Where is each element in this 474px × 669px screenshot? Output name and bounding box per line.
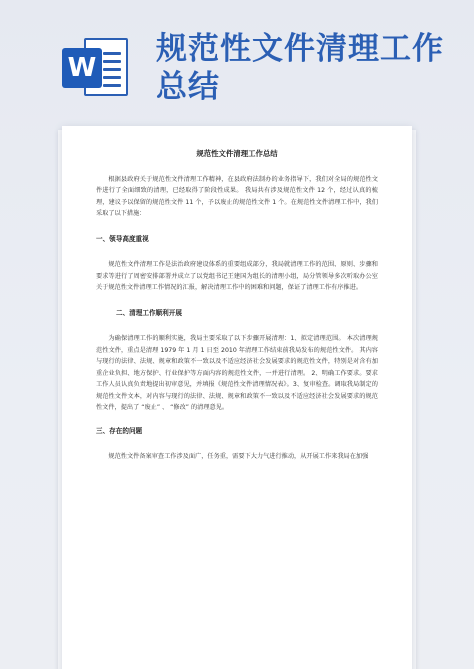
- word-document-icon: [62, 36, 128, 98]
- intro-paragraph: 根据县政府关于规范性文件清理工作精神，在县政府法制办的业务指导下，我们对全局的规范性文件进行了全面细致的清理，已经取得了阶段性成果。 我局共有涉及规范性文件 12 个，经过认真的梳理，建议予以保留的规范性文件 11 个，予以废止的规范性文件 1 个。在规范性文件清理工作中，我们采取了以下措施：: [96, 175, 378, 217]
- section3-paragraph: 规范性文件备案审查工作涉及面广，任务重，需要下大力气进行推动，从开展工作来我局在加强: [108, 453, 369, 460]
- banner-title: 规范性文件清理工作总结: [156, 31, 444, 105]
- document-page: [62, 126, 412, 669]
- section3-heading: 三、存在的问题: [96, 426, 143, 435]
- document-content: [96, 148, 378, 477]
- word-logo-badge: W: [62, 48, 102, 88]
- section2-paragraph: 为确保清理工作的顺利实施，我局主要采取了以下步骤开展清理：1、拟定清理范围。 本次清理规范性文件，重点是清理 1979 年 1 月 1 日至 2010 年清理工作结束前我局发布的规范性文件。 其内容与现行的法律、法规、规章和政策不一致以及不适应经济社会发展要求的规范性文件，特别是对含有加重企业负担、地方保护、行业保护等方面内容的规范性文件，一并进行清理。 2、明确工作要求。要求工作人员认真负责地提出初审意见，并填报《规范性文件清理情况表》。3、复审检查。调取我局制定的规范性文件文本，对内容与现行的法律、法规、规章和政策不一致以及不适应经济社会发展要求的规范性文件，提出了 “废止” 、 “修改” 的清理意见。: [96, 335, 378, 411]
- document-title: 规范性文件清理工作总结: [196, 149, 278, 158]
- section1-heading: 一、领导高度重视: [96, 234, 149, 243]
- section1-paragraph: 规范性文件清理工作是法治政府建设体系的重要组成部分，我局就清理工作的范围、原则、步骤和要求等进行了周密安排部署并成立了以党组书记王建国为组长的清理小组，局分管领导多次听取办公室关于规范性文件清理工作情况的汇报，解决清理工作中的困难和问题，保证了清理工作有序推进。: [96, 261, 378, 291]
- header: [0, 0, 474, 122]
- section2-heading: 二、清理工作顺利开展: [116, 308, 182, 317]
